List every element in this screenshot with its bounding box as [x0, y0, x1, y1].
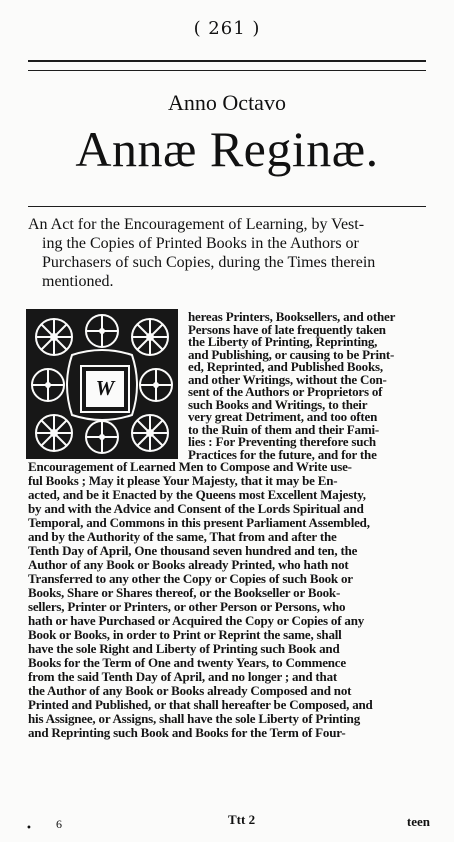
body-line: Book or Books, in order to Print or Reprint the same, shall [28, 627, 342, 642]
page-title: Annæ Reginæ. [75, 121, 379, 177]
body-line: such Books and Writings, to their [188, 396, 368, 412]
footer-left-mark: 6 [56, 817, 62, 831]
body-line: hath or have Purchased or Acquired the Copy or Copies of any [28, 613, 365, 628]
title-rule [28, 206, 426, 207]
body-line: the Liberty of Printing, Reprinting, [188, 334, 378, 349]
body-line: Printed and Published, or that shall hereafter be Composed, and [28, 697, 373, 712]
body-line: Temporal, and Commons in this present Parliament Assembled, [28, 515, 370, 530]
body-line: Transferred to any other the Copy or Copies of such Book or [28, 571, 353, 586]
body-line: to the Ruin of them and their Fami- [188, 421, 380, 437]
body-line: and by the Authority of the same, That from and after the [28, 529, 337, 544]
body-line: very great Detriment, and too often [188, 409, 378, 424]
act-heading [28, 215, 430, 291]
body-line: and Reprinting such Book and Books for the Term of Four- [28, 725, 346, 740]
catchword: teen [406, 814, 430, 829]
body-line: Encouragement of Learned Men to Compose and Write use- [28, 459, 352, 474]
body-line: Books for the Term of One and twenty Years, to Commence [28, 655, 346, 670]
body-line: have the sole Right and Liberty of Printing such Book and [28, 641, 340, 656]
body-line: and other Writings, without the Con- [188, 371, 387, 387]
act-heading-line: Purchasers of such Copies, during the Times therein [42, 254, 376, 271]
body-line: Persons have of late frequently taken [188, 321, 386, 337]
body-line: from the said Tenth Day of April, and no longer ; and that [28, 669, 338, 684]
body-line: ful Books ; May it please Your Majesty, that it may be En- [28, 473, 338, 488]
top-rule [28, 60, 426, 62]
initial-letter-box [82, 367, 128, 411]
body-line: Author of any Book or Books already Printed, who hath not [28, 557, 349, 572]
body-line: the Author of any Book or Books already Composed and not [28, 683, 352, 698]
body-line: hereas Printers, Booksellers, and other [188, 309, 396, 324]
body-line: sent of the Authors or Proprietors of [188, 384, 383, 399]
body-line: lies : For Preventing therefore such [188, 434, 376, 449]
act-heading-line: ing the Copies of Printed Books in the Authors or [42, 235, 359, 252]
body-line: acted, and be it Enacted by the Queens most Excellent Majesty, [28, 487, 366, 502]
act-heading-line: An Act for the Encouragement of Learning, by Vest- [28, 216, 365, 233]
top-rule-thin [28, 70, 426, 71]
body-line: his Assignee, or Assigns, shall have the sole Liberty of Printing [28, 711, 361, 726]
body-line: by and with the Advice and Consent of the Lords Spiritual and [28, 501, 364, 516]
body-line: Tenth Day of April, One thousand seven hundred and ten, the [28, 543, 358, 558]
anno-heading: Anno Octavo [168, 90, 286, 115]
body-line: ed, Reprinted, and Published Books, [188, 359, 383, 374]
body-line: Books, Share or Shares thereof, or the Bookseller or Book- [28, 585, 341, 600]
signature-mark: Ttt 2 [228, 812, 256, 827]
decorative-initial-ornament [26, 309, 178, 459]
act-heading-line: mentioned. [42, 273, 114, 290]
initial-letter: W [95, 376, 115, 400]
body-line: and Publishing, or causing to be Print- [188, 346, 395, 362]
body-line: Practices for the future, and for the [188, 446, 377, 462]
page-number: ( 261 ) [193, 18, 261, 39]
body-line: sellers, Printer or Printers, or other Person or Persons, who [28, 599, 346, 614]
footer-dot: • [26, 823, 32, 834]
